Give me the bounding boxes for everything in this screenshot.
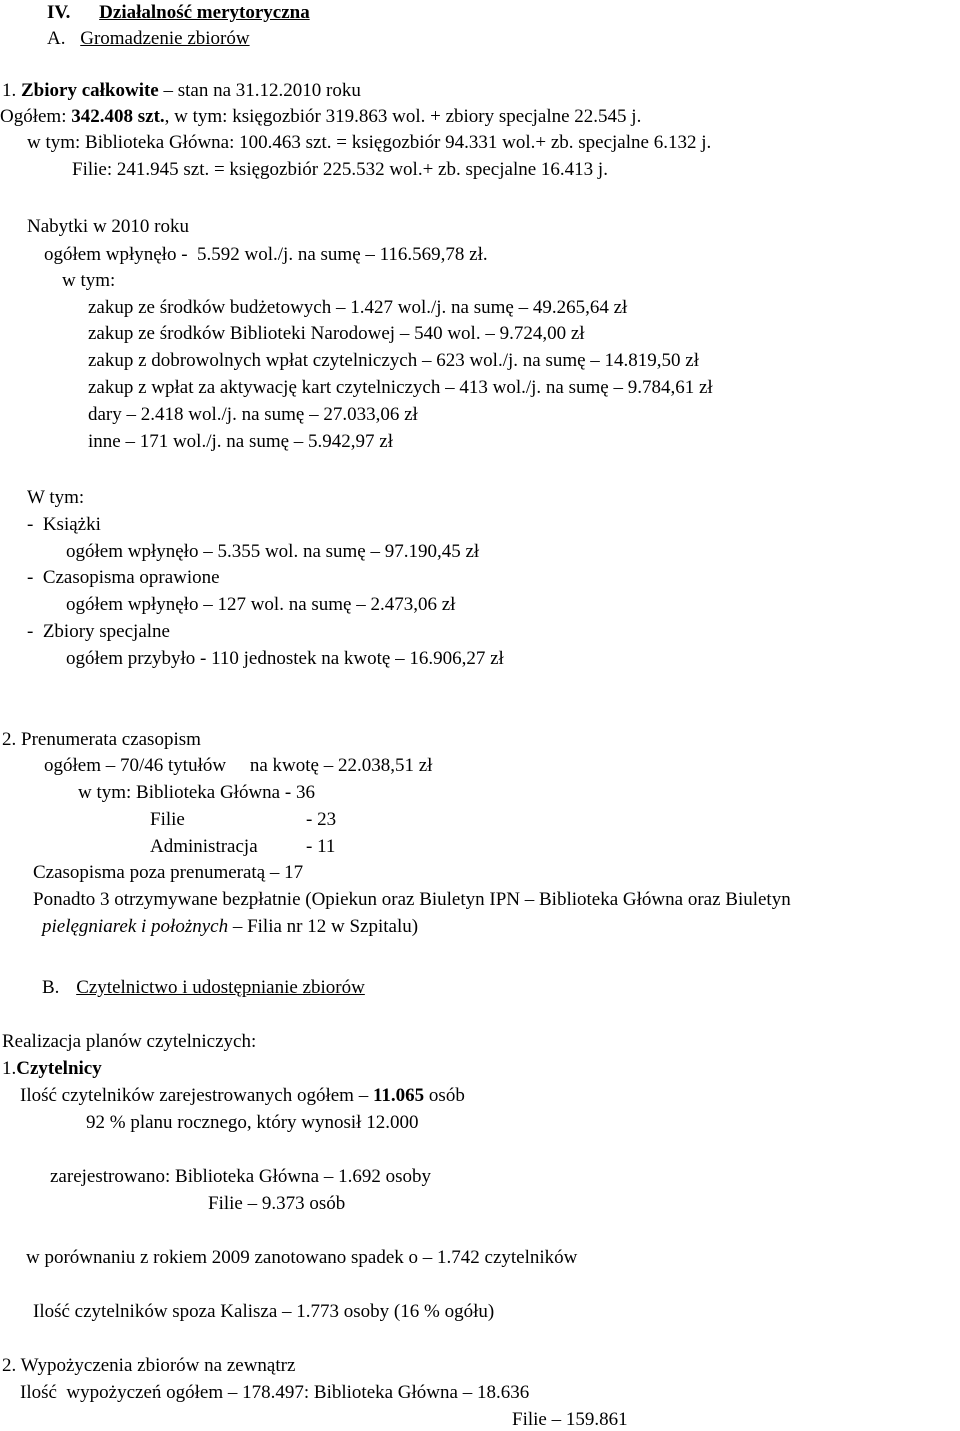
nabytki-item: dary – 2.418 wol./j. na sumę – 27.033,06 zł: [88, 404, 418, 425]
nabytki-ogolem: ogółem wpłynęło - 5.592 wol./j. na sumę – 116.569,78 zł.: [44, 244, 488, 265]
prenumerata-filie-label: Filie: [150, 809, 185, 830]
wypozyczenia-filie: Filie – 159.861: [512, 1409, 628, 1430]
prenumerata-pielegniarek: pielęgniarek i położnych: [42, 916, 229, 937]
zbiory-ogolem-value: 342.408 szt.: [71, 106, 165, 127]
realizacja-title: Realizacja planów czytelniczych:: [2, 1031, 257, 1052]
prenumerata-admin-label: Administracja: [150, 836, 258, 857]
prenumerata-ogolem: ogółem – 70/46 tytułów na kwotę – 22.038,51 zł: [44, 755, 433, 776]
section-b-letter: B.: [42, 977, 60, 998]
prenumerata-bg: w tym: Biblioteka Główna - 36: [78, 782, 315, 803]
nabytki-item: zakup ze środków budżetowych – 1.427 wol./j. na sumę – 49.265,64 zł: [88, 297, 628, 318]
czytelnicy-ilosc-label: Ilość czytelników zarejestrowanych ogółem –: [20, 1085, 373, 1106]
wtym-ksiazki: - Książki: [27, 514, 101, 535]
zbiory-heading: [2, 80, 361, 102]
prenumerata-ponadto: Ponadto 3 otrzymywane bezpłatnie (Opiekun oraz Biuletyn IPN – Biblioteka Główna oraz Biuletyn: [33, 889, 791, 910]
section-a-title: Gromadzenie zbiorów: [80, 28, 250, 49]
prenumerata-ponadto-cont: [42, 916, 418, 938]
section-a-heading: [47, 28, 250, 50]
prenumerata-title: 2. Prenumerata czasopism: [2, 729, 201, 750]
wtym-title: W tym:: [27, 487, 85, 508]
zbiory-number: 1.: [2, 80, 17, 101]
wypozyczenia-ilosc: Ilość wypożyczeń ogółem – 178.497: Biblioteka Główna – 18.636: [20, 1382, 530, 1403]
nabytki-item: zakup z dobrowolnych wpłat czytelniczych – 623 wol./j. na sumę – 14.819,50 zł: [88, 350, 700, 371]
czytelnicy-porownanie: w porównaniu z rokiem 2009 zanotowano spadek o – 1.742 czytelników: [26, 1247, 578, 1268]
zbiory-title: Zbiory całkowite: [21, 80, 159, 101]
czytelnicy-spoza: Ilość czytelników spoza Kalisza – 1.773 osoby (16 % ogółu): [33, 1301, 495, 1322]
zbiory-ogolem-rest: , w tym: księgozbiór 319.863 wol. + zbiory specjalne 22.545 j.: [164, 106, 642, 127]
section-iv-heading: [47, 2, 310, 24]
prenumerata-szpital: – Filia nr 12 w Szpitalu): [228, 916, 419, 937]
wtym-czasopisma-detail: ogółem wpłynęło – 127 wol. na sumę – 2.473,06 zł: [66, 594, 456, 615]
nabytki-title: Nabytki w 2010 roku: [27, 216, 190, 237]
wtym-ksiazki-detail: ogółem wpłynęło – 5.355 wol. na sumę – 97.190,45 zł: [66, 541, 480, 562]
nabytki-item: inne – 171 wol./j. na sumę – 5.942,97 zł: [88, 431, 394, 452]
section-b-heading: [42, 977, 365, 999]
czytelnicy-ilosc: [20, 1085, 465, 1107]
zbiory-filie-line: Filie: 241.945 szt. = księgozbiór 225.532 wol.+ zb. specjalne 16.413 j.: [72, 159, 608, 180]
zbiory-ogolem-label: Ogółem:: [0, 106, 72, 127]
czytelnicy-title: Czytelnicy: [16, 1058, 102, 1079]
section-iv-number: IV.: [47, 2, 71, 23]
section-iv-title: Działalność merytoryczna: [99, 2, 310, 23]
wtym-czasopisma: - Czasopisma oprawione: [27, 567, 220, 588]
zbiory-bg-line: w tym: Biblioteka Główna: 100.463 szt. = księgozbiór 94.331 wol.+ zb. specjalne 6.132 j.: [27, 132, 712, 153]
wtym-specjalne-detail: ogółem przybyło - 110 jednostek na kwotę – 16.906,27 zł: [66, 648, 504, 669]
wypozyczenia-title: 2. Wypożyczenia zbiorów na zewnątrz: [2, 1355, 296, 1376]
czytelnicy-procent: 92 % planu rocznego, który wynosił 12.000: [86, 1112, 419, 1133]
czytelnicy-zarejestrowano: zarejestrowano: Biblioteka Główna – 1.692 osoby: [50, 1166, 431, 1187]
section-b-title: Czytelnictwo i udostępnianie zbiorów: [76, 977, 365, 998]
nabytki-item: zakup z wpłat za aktywację kart czytelniczych – 413 wol./j. na sumę – 9.784,61 zł: [88, 377, 713, 398]
czytelnicy-heading: [2, 1058, 102, 1080]
czytelnicy-ilosc-unit: osób: [424, 1085, 465, 1106]
nabytki-wtym: w tym:: [62, 270, 116, 291]
czytelnicy-number: 1.: [2, 1058, 17, 1079]
nabytki-item: zakup ze środków Biblioteki Narodowej – 540 wol. – 9.724,00 zł: [88, 323, 585, 344]
prenumerata-admin-value: - 11: [306, 836, 336, 857]
prenumerata-poza: Czasopisma poza prenumeratą – 17: [33, 862, 304, 883]
czytelnicy-ilosc-value: 11.065: [372, 1085, 425, 1106]
section-a-letter: A.: [47, 28, 66, 49]
zbiory-date: – stan na 31.12.2010 roku: [158, 80, 361, 101]
wtym-specjalne: - Zbiory specjalne: [27, 621, 170, 642]
zbiory-ogolem-line: [0, 106, 641, 128]
czytelnicy-filie: Filie – 9.373 osób: [208, 1193, 346, 1214]
prenumerata-filie-value: - 23: [306, 809, 337, 830]
